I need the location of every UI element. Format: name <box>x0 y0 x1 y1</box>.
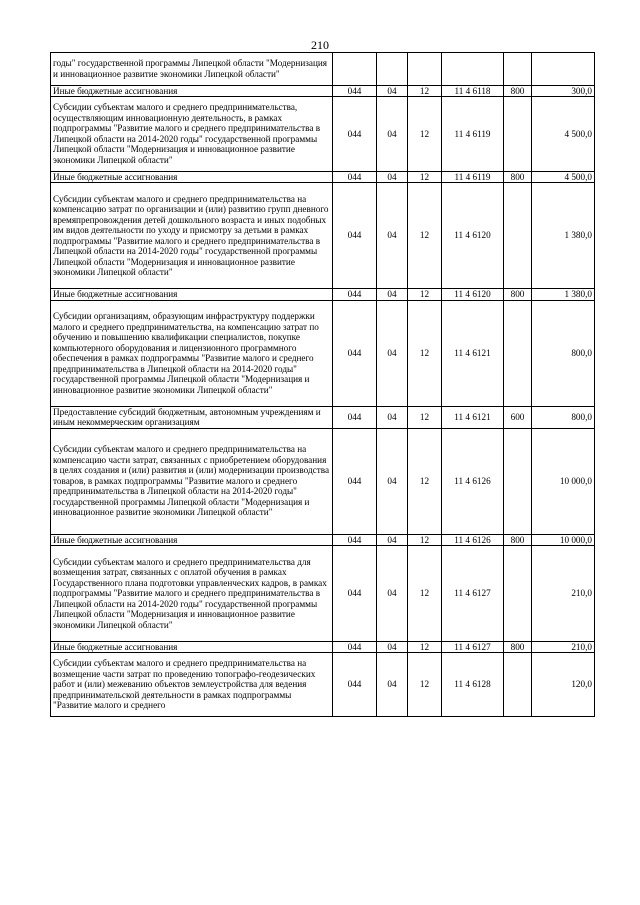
cell-sum: 210,0 <box>532 641 595 653</box>
table-row <box>51 406 595 428</box>
cell-sum: 4 500,0 <box>532 97 595 172</box>
cell-razdel: 04 <box>377 289 408 301</box>
cell-vr: 800 <box>504 85 532 97</box>
cell-name: годы" государственной программы Липецкой области "Модернизация и инновационное развитие экономики Липецкой области" <box>51 53 333 86</box>
table-row <box>51 653 595 717</box>
cell-name: Предоставление субсидий бюджетным, автономным учреждениям и иным некоммерческим организациям <box>51 406 333 428</box>
cell-razdel: 04 <box>377 546 408 642</box>
cell-podrazdel: 12 <box>408 183 442 289</box>
cell-sum: 4 500,0 <box>532 171 595 183</box>
cell-razdel: 04 <box>377 97 408 172</box>
cell-razdel: 04 <box>377 406 408 428</box>
cell-csr: 11 4 6120 <box>442 183 504 289</box>
cell-ved: 044 <box>333 183 377 289</box>
cell-podrazdel: 12 <box>408 641 442 653</box>
cell-sum: 120,0 <box>532 653 595 717</box>
cell-csr <box>442 53 504 86</box>
cell-podrazdel: 12 <box>408 653 442 717</box>
cell-vr <box>504 428 532 534</box>
cell-sum: 10 000,0 <box>532 534 595 546</box>
cell-ved: 044 <box>333 171 377 183</box>
cell-csr: 11 4 6120 <box>442 289 504 301</box>
table-row <box>51 428 595 534</box>
cell-csr: 11 4 6121 <box>442 406 504 428</box>
cell-name: Иные бюджетные ассигнования <box>51 534 333 546</box>
cell-vr <box>504 300 532 406</box>
table-row <box>51 171 595 183</box>
cell-vr: 600 <box>504 406 532 428</box>
table-row <box>51 85 595 97</box>
cell-vr <box>504 546 532 642</box>
table-row <box>51 183 595 289</box>
cell-podrazdel: 12 <box>408 300 442 406</box>
table-row <box>51 289 595 301</box>
cell-ved: 044 <box>333 406 377 428</box>
cell-name: Субсидии субъектам малого и среднего предпринимательства на компенсацию части затрат, связанных с приобретением оборудования в целях создания и (или) развития и (или) модернизации производства товаров, в рамках подпрограммы "Развитие малого и среднего предпринимательства в Липецкой области на 2014-2020 годы" государственной программы Липецкой области "Модернизация и инновационное развитие экономики Липецкой области" <box>51 428 333 534</box>
cell-ved: 044 <box>333 428 377 534</box>
cell-sum: 800,0 <box>532 406 595 428</box>
cell-name: Субсидии субъектам малого и среднего предпринимательства на возмещение части затрат по проведению топографо-геодезических работ и (или) межеванию объектов землеустройства для ведения предпринимательской деятельности в рамках подпрограммы "Развитие малого и среднего <box>51 653 333 717</box>
cell-sum: 300,0 <box>532 85 595 97</box>
cell-sum: 1 380,0 <box>532 183 595 289</box>
cell-name: Субсидии субъектам малого и среднего предпринимательства для возмещения затрат, связанных с оплатой обучения в рамках Государственного плана подготовки управленческих кадров, в рамках подпрограммы "Развитие малого и среднего предпринимательства в Липецкой области на 2014-2020 годы" государственной программы Липецкой области "Модернизация и инновационное развитие экономики Липецкой области" <box>51 546 333 642</box>
cell-csr: 11 4 6126 <box>442 534 504 546</box>
cell-sum: 1 380,0 <box>532 289 595 301</box>
budget-table <box>50 52 595 717</box>
cell-name: Иные бюджетные ассигнования <box>51 641 333 653</box>
table-row <box>51 53 595 86</box>
cell-vr: 800 <box>504 289 532 301</box>
table-row <box>51 97 595 172</box>
cell-razdel <box>377 53 408 86</box>
cell-razdel: 04 <box>377 183 408 289</box>
cell-razdel: 04 <box>377 534 408 546</box>
cell-ved: 044 <box>333 546 377 642</box>
cell-ved <box>333 53 377 86</box>
cell-name: Субсидии организациям, образующим инфраструктуру поддержки малого и среднего предпринимательства, на компенсацию затрат по обучению и повышению квалификации специалистов, покупке компьютерного оборудования и лицензионного программного обеспечения в рамках подпрограммы "Развитие малого и среднего предпринимательства в Липецкой области на 2014-2020 годы" государственной программы Липецкой области "Модернизация и инновационное развитие экономики Липецкой области" <box>51 300 333 406</box>
table-row <box>51 534 595 546</box>
cell-podrazdel: 12 <box>408 289 442 301</box>
cell-csr: 11 4 6128 <box>442 653 504 717</box>
cell-name: Иные бюджетные ассигнования <box>51 289 333 301</box>
table-row <box>51 546 595 642</box>
cell-csr: 11 4 6121 <box>442 300 504 406</box>
cell-podrazdel: 12 <box>408 428 442 534</box>
cell-csr: 11 4 6127 <box>442 546 504 642</box>
cell-vr: 800 <box>504 171 532 183</box>
cell-vr <box>504 653 532 717</box>
cell-csr: 11 4 6126 <box>442 428 504 534</box>
cell-ved: 044 <box>333 85 377 97</box>
page-number: 210 <box>311 38 329 52</box>
cell-csr: 11 4 6119 <box>442 171 504 183</box>
cell-sum: 210,0 <box>532 546 595 642</box>
table-row <box>51 641 595 653</box>
cell-vr <box>504 183 532 289</box>
cell-csr: 11 4 6119 <box>442 97 504 172</box>
cell-sum: 800,0 <box>532 300 595 406</box>
cell-name: Иные бюджетные ассигнования <box>51 171 333 183</box>
cell-sum: 10 000,0 <box>532 428 595 534</box>
cell-podrazdel: 12 <box>408 406 442 428</box>
cell-ved: 044 <box>333 300 377 406</box>
cell-name: Иные бюджетные ассигнования <box>51 85 333 97</box>
cell-podrazdel: 12 <box>408 546 442 642</box>
cell-razdel: 04 <box>377 85 408 97</box>
cell-podrazdel: 12 <box>408 97 442 172</box>
cell-podrazdel: 12 <box>408 171 442 183</box>
cell-podrazdel: 12 <box>408 85 442 97</box>
cell-name: Субсидии субъектам малого и среднего предпринимательства на компенсацию затрат по организации и (или) развитию групп дневного времяпрепровождения детей дошкольного возраста и иных подобных им видов деятельности по уходу и присмотру за детьми в рамках подпрограммы "Развитие малого и среднего предпринимательства в Липецкой области на 2014-2020 годы" государственной программы Липецкой области "Модернизация и инновационное развитие экономики Липецкой области" <box>51 183 333 289</box>
cell-vr: 800 <box>504 641 532 653</box>
cell-vr <box>504 53 532 86</box>
cell-vr <box>504 97 532 172</box>
table-row <box>51 300 595 406</box>
cell-csr: 11 4 6127 <box>442 641 504 653</box>
cell-name: Субсидии субъектам малого и среднего предпринимательства, осуществляющим инновационную деятельность, в рамках подпрограммы "Развитие малого и среднего предпринимательства в Липецкой области на 2014-2020 годы" государственной программы Липецкой области "Модернизация и инновационное развитие экономики Липецкой области" <box>51 97 333 172</box>
cell-ved: 044 <box>333 97 377 172</box>
cell-razdel: 04 <box>377 171 408 183</box>
cell-razdel: 04 <box>377 300 408 406</box>
cell-ved: 044 <box>333 653 377 717</box>
cell-podrazdel <box>408 53 442 86</box>
cell-razdel: 04 <box>377 428 408 534</box>
cell-ved: 044 <box>333 289 377 301</box>
cell-ved: 044 <box>333 641 377 653</box>
cell-razdel: 04 <box>377 653 408 717</box>
cell-podrazdel: 12 <box>408 534 442 546</box>
cell-razdel: 04 <box>377 641 408 653</box>
cell-ved: 044 <box>333 534 377 546</box>
cell-vr: 800 <box>504 534 532 546</box>
cell-sum <box>532 53 595 86</box>
cell-csr: 11 4 6118 <box>442 85 504 97</box>
